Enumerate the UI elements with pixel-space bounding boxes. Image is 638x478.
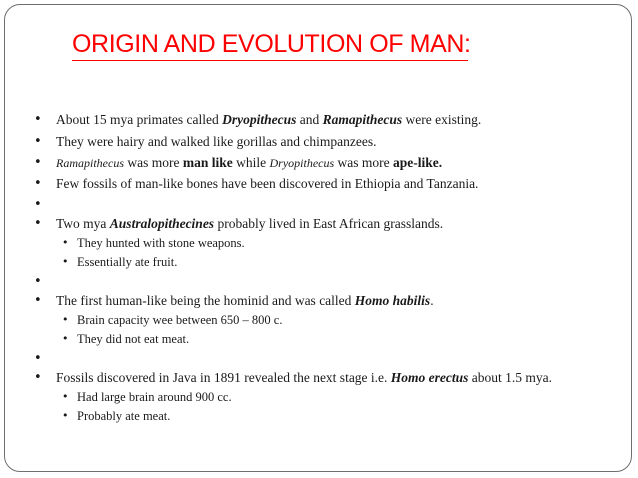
slide-title: ORIGIN AND EVOLUTION OF MAN: bbox=[72, 30, 471, 58]
bullet-text: About 15 mya primates called Dryopithecus and Ramapithecus were existing. bbox=[56, 112, 482, 127]
bullet-dot: • bbox=[34, 197, 42, 212]
bullet-dot: • bbox=[62, 236, 69, 249]
bullet-text: Brain capacity wee between 650 – 800 c. bbox=[77, 313, 283, 327]
bullet-text: Had large brain around 900 cc. bbox=[77, 390, 232, 404]
bullet-dot: • bbox=[34, 155, 42, 170]
bullet-dot: • bbox=[34, 274, 42, 289]
bullet-dot: • bbox=[34, 370, 42, 385]
bullet-dot: • bbox=[34, 134, 42, 149]
bullet-dot: • bbox=[34, 216, 42, 231]
bullet-text: Ramapithecus was more man like while Dryopithecus was more ape-like. bbox=[56, 155, 443, 170]
bullet-text: Few fossils of man-like bones have been discovered in Ethiopia and Tanzania. bbox=[56, 176, 479, 191]
bullet-text: They were hairy and walked like gorillas and chimpanzees. bbox=[56, 134, 377, 149]
bullet-text: The first human-like being the hominid and was called Homo habilis. bbox=[56, 293, 434, 308]
bullet-dot: • bbox=[34, 176, 42, 191]
bullet-dot: • bbox=[62, 313, 69, 326]
bullet-text: They hunted with stone weapons. bbox=[77, 236, 245, 250]
bullet-dot: • bbox=[62, 390, 69, 403]
bullet-dot: • bbox=[62, 409, 69, 422]
bullet-dot: • bbox=[34, 351, 42, 366]
bullet-dot: • bbox=[34, 112, 42, 127]
bullet-dot: • bbox=[62, 332, 69, 345]
bullet-text: Fossils discovered in Java in 1891 revealed the next stage i.e. Homo erectus about 1.5 mya. bbox=[56, 370, 553, 385]
bullet-dot: • bbox=[34, 293, 42, 308]
bullet-text: They did not eat meat. bbox=[77, 332, 190, 346]
bullet-text: Probably ate meat. bbox=[77, 409, 171, 423]
bullet-dot: • bbox=[62, 255, 69, 268]
bullet-text: Essentially ate fruit. bbox=[77, 255, 178, 269]
bullet-text: Two mya Australopithecines probably lived in East African grasslands. bbox=[56, 216, 444, 231]
